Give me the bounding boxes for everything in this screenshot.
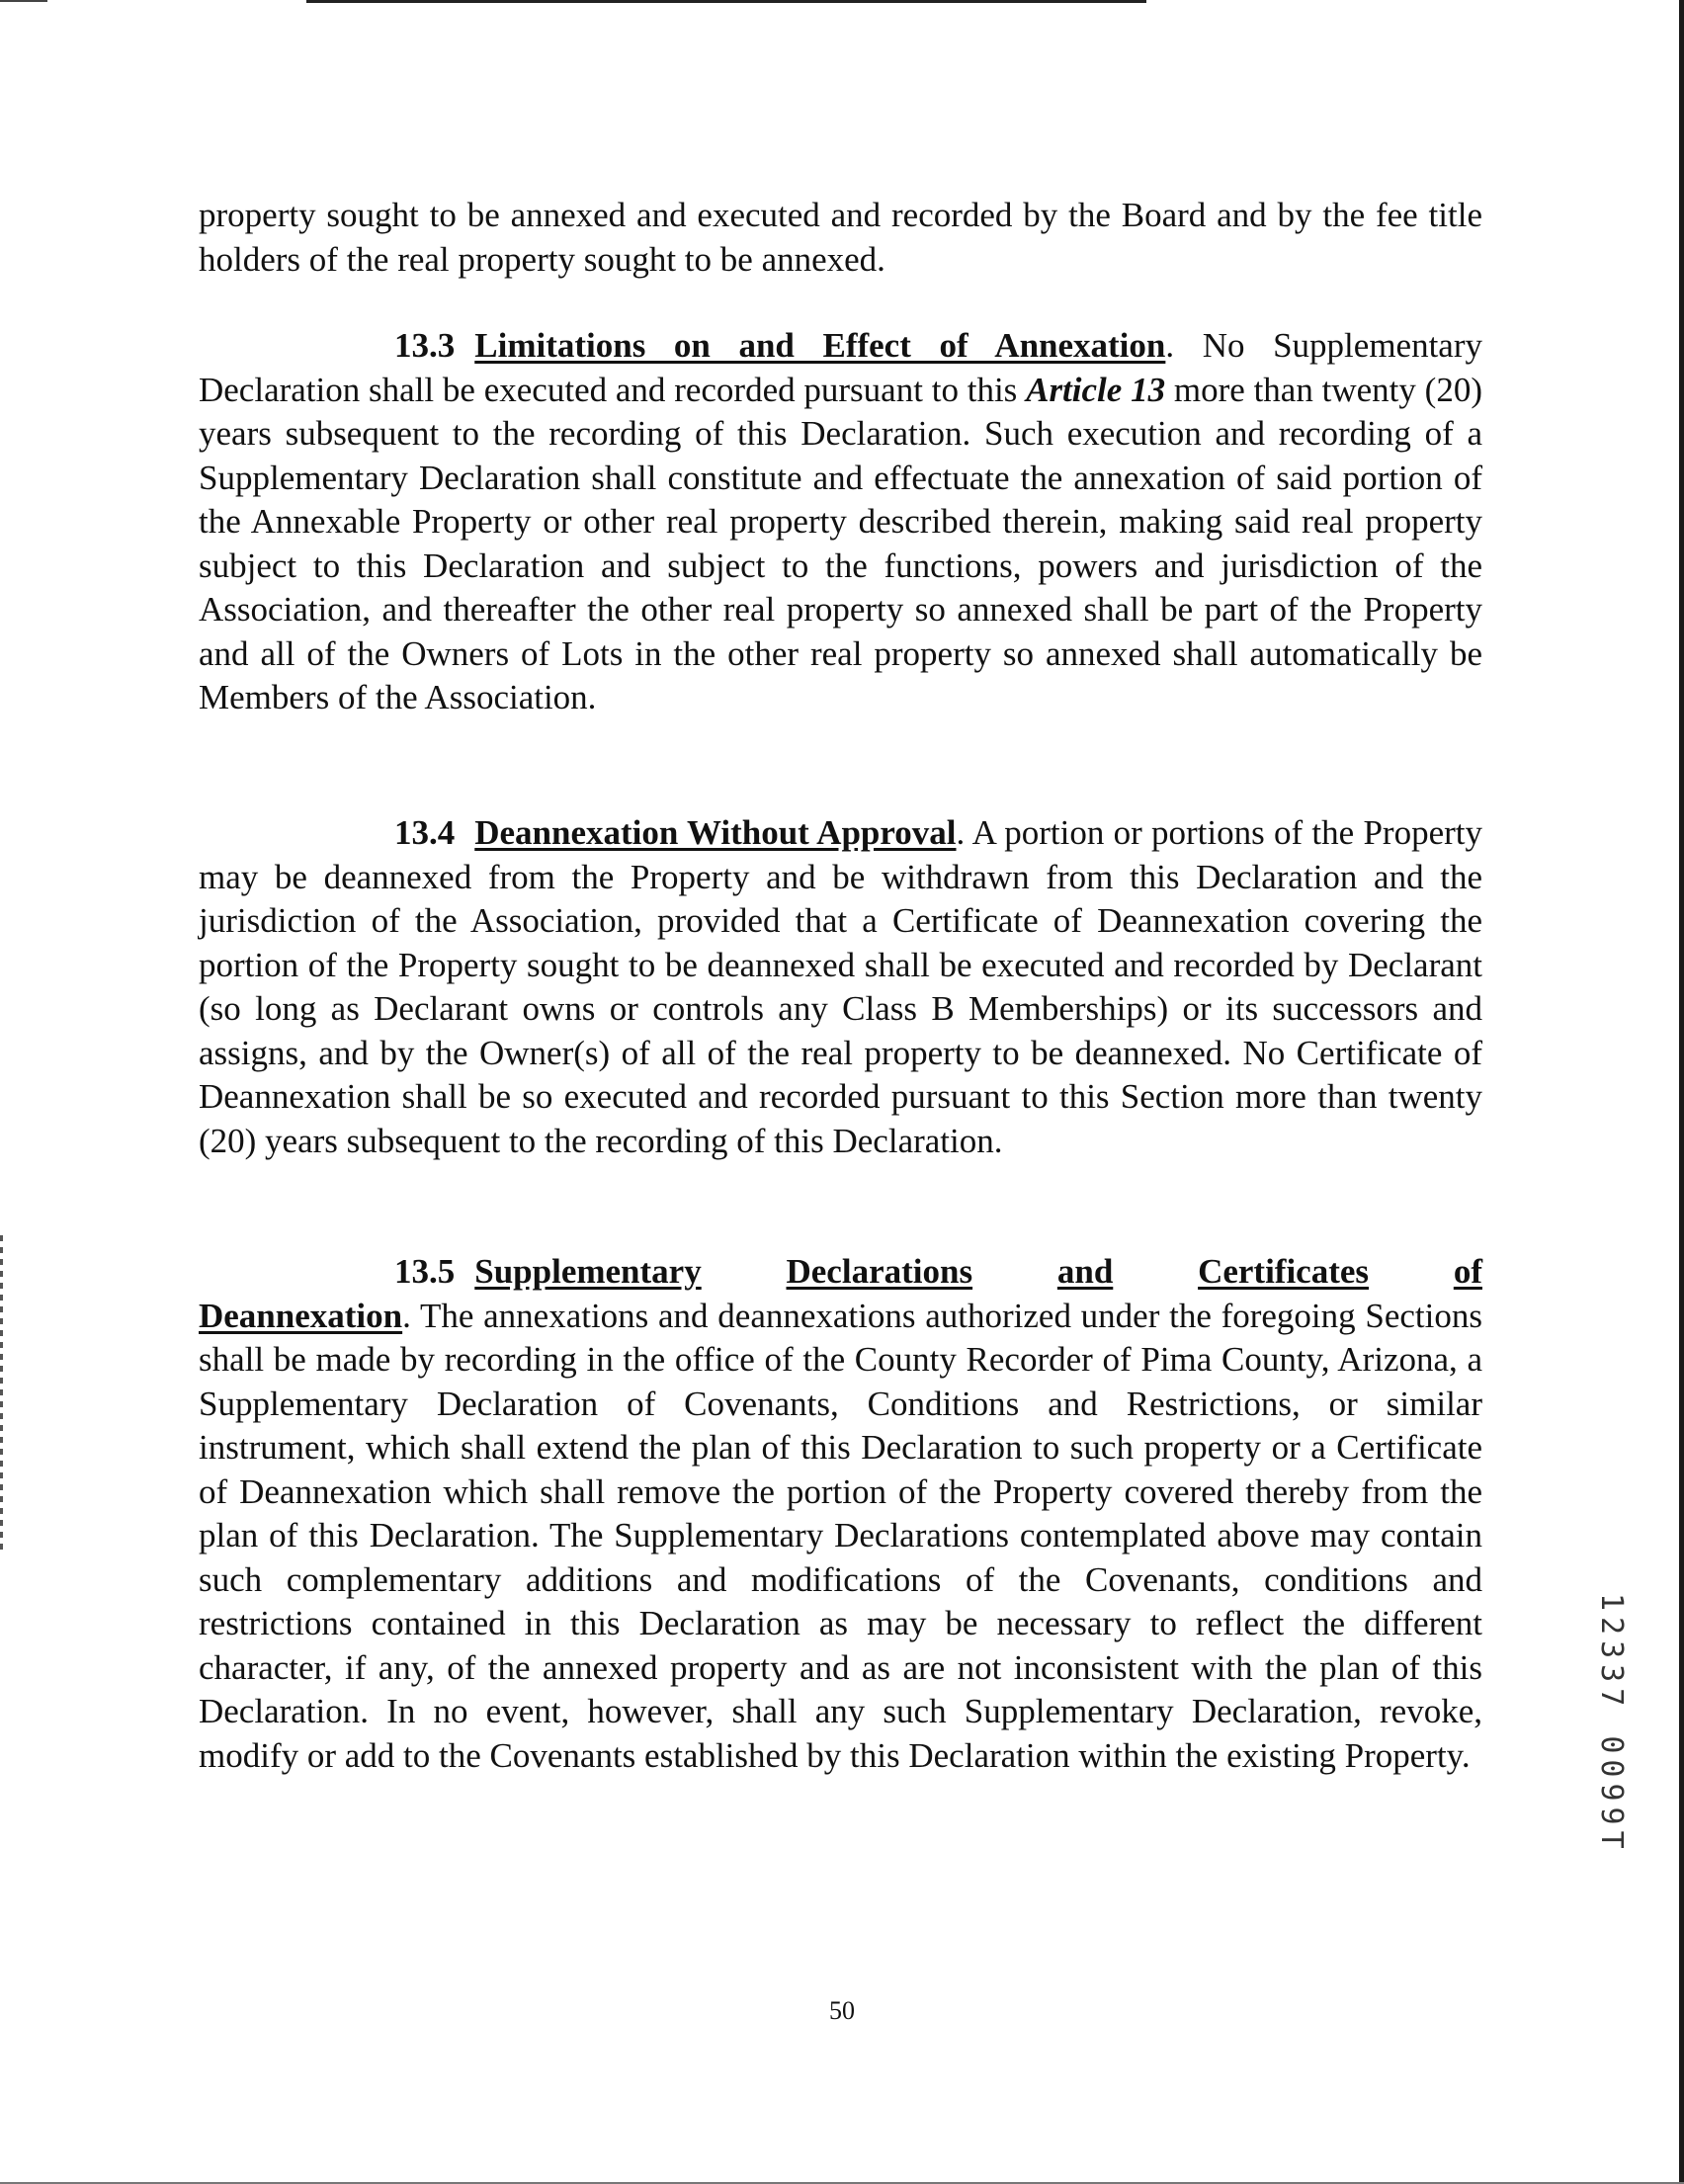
section-number: 13.5 bbox=[394, 1252, 456, 1291]
section-13-4 bbox=[199, 811, 1482, 1163]
section-text-cont: more than twenty (20) years subsequent to the recording of this Declaration. Such execution and recording of a Supplementary Declaration shall constitute and effectuate the annexation of said portion of the Annexable Property or other real property described therein, making said real property subject to this Declaration and subject to the functions, powers and jurisdiction of the Association, and thereafter the other real property so annexed shall be part of the Property and all of the Owners of Lots in the other real property so annexed shall automatically be Members of the Association. bbox=[199, 370, 1482, 716]
section-13-5 bbox=[199, 1250, 1482, 1778]
article-reference: Article 13 bbox=[1026, 370, 1166, 409]
paragraph-continuation: property sought to be annexed and executed and recorded by the Board and by the fee title holders of the real property sought to be annexed. bbox=[199, 196, 1482, 279]
section-title: Deannexation Without Approval bbox=[474, 813, 957, 852]
section-title-word: of bbox=[1453, 1252, 1482, 1291]
scan-artifact-right-edge bbox=[1679, 0, 1684, 2184]
section-13-3 bbox=[199, 324, 1482, 720]
section-title-word: Declarations bbox=[786, 1252, 973, 1291]
section-title: Limitations on and Effect of Annexation bbox=[474, 326, 1166, 365]
page-number: 50 bbox=[829, 1996, 855, 2025]
section-text: . A portion or portions of the Property may be deannexed from the Property and be withdrawn from this Declaration and the jurisdiction of the Association, provided that a Certificate of Deannexation covering the portion of the Property sought to be deannexed shall be executed and recorded by Declarant (so long as Declarant owns or controls any Class B Memberships) or its successors and assigns, and by the Owner(s) of all of the real property to be deannexed. No Certificate of Deannexation shall be so executed and recorded pursuant to this Section more than twenty (20) years subsequent to the recording of this Declaration. bbox=[199, 813, 1482, 1160]
section-number: 13.4 bbox=[394, 813, 456, 852]
section-number: 13.3 bbox=[394, 326, 456, 365]
section-title-word: Supplementary bbox=[474, 1252, 702, 1291]
recording-stamp bbox=[1593, 1593, 1633, 1860]
section-title-word: Certificates bbox=[1198, 1252, 1370, 1291]
scan-artifact-left-mark bbox=[0, 1235, 3, 1552]
section-title-word: and bbox=[1056, 1252, 1114, 1291]
section-text: . No Supplementary Declaration shall be executed and recorded pursuant to this bbox=[199, 326, 1482, 409]
section-text: . The annexations and deannexations authorized under the foregoing Sections shall be made by recording in the office of the County Recorder of Pima County, Arizona, a Supplementary Declaration of Covenants, Conditions and Restrictions, or similar instrument, which shall extend the plan of this Declaration to such property or a Certificate of Deannexation which shall remove the portion of the Property covered thereby from the plan of this Declaration. The Supplementary Declarations contemplated above may contain such complementary additions and modifications of the Covenants, conditions and restrictions contained in this Declaration as may be necessary to reflect the different character, if any, of the annexed property and as are not inconsistent with the plan of this Declaration. In no event, however, shall any such Supplementary Declaration, revoke, modify or add to the Covenants established by this Declaration within the existing Property. bbox=[199, 1296, 1482, 1775]
scan-artifact-top-line bbox=[306, 0, 1146, 3]
section-heading-line bbox=[199, 1250, 1482, 1295]
section-title-cont: Deannexation bbox=[199, 1296, 403, 1335]
recording-stamp-text: 12337 0099T bbox=[1594, 1593, 1629, 1855]
section-body bbox=[199, 1295, 1482, 1779]
scan-artifact-top-left bbox=[0, 0, 47, 2]
